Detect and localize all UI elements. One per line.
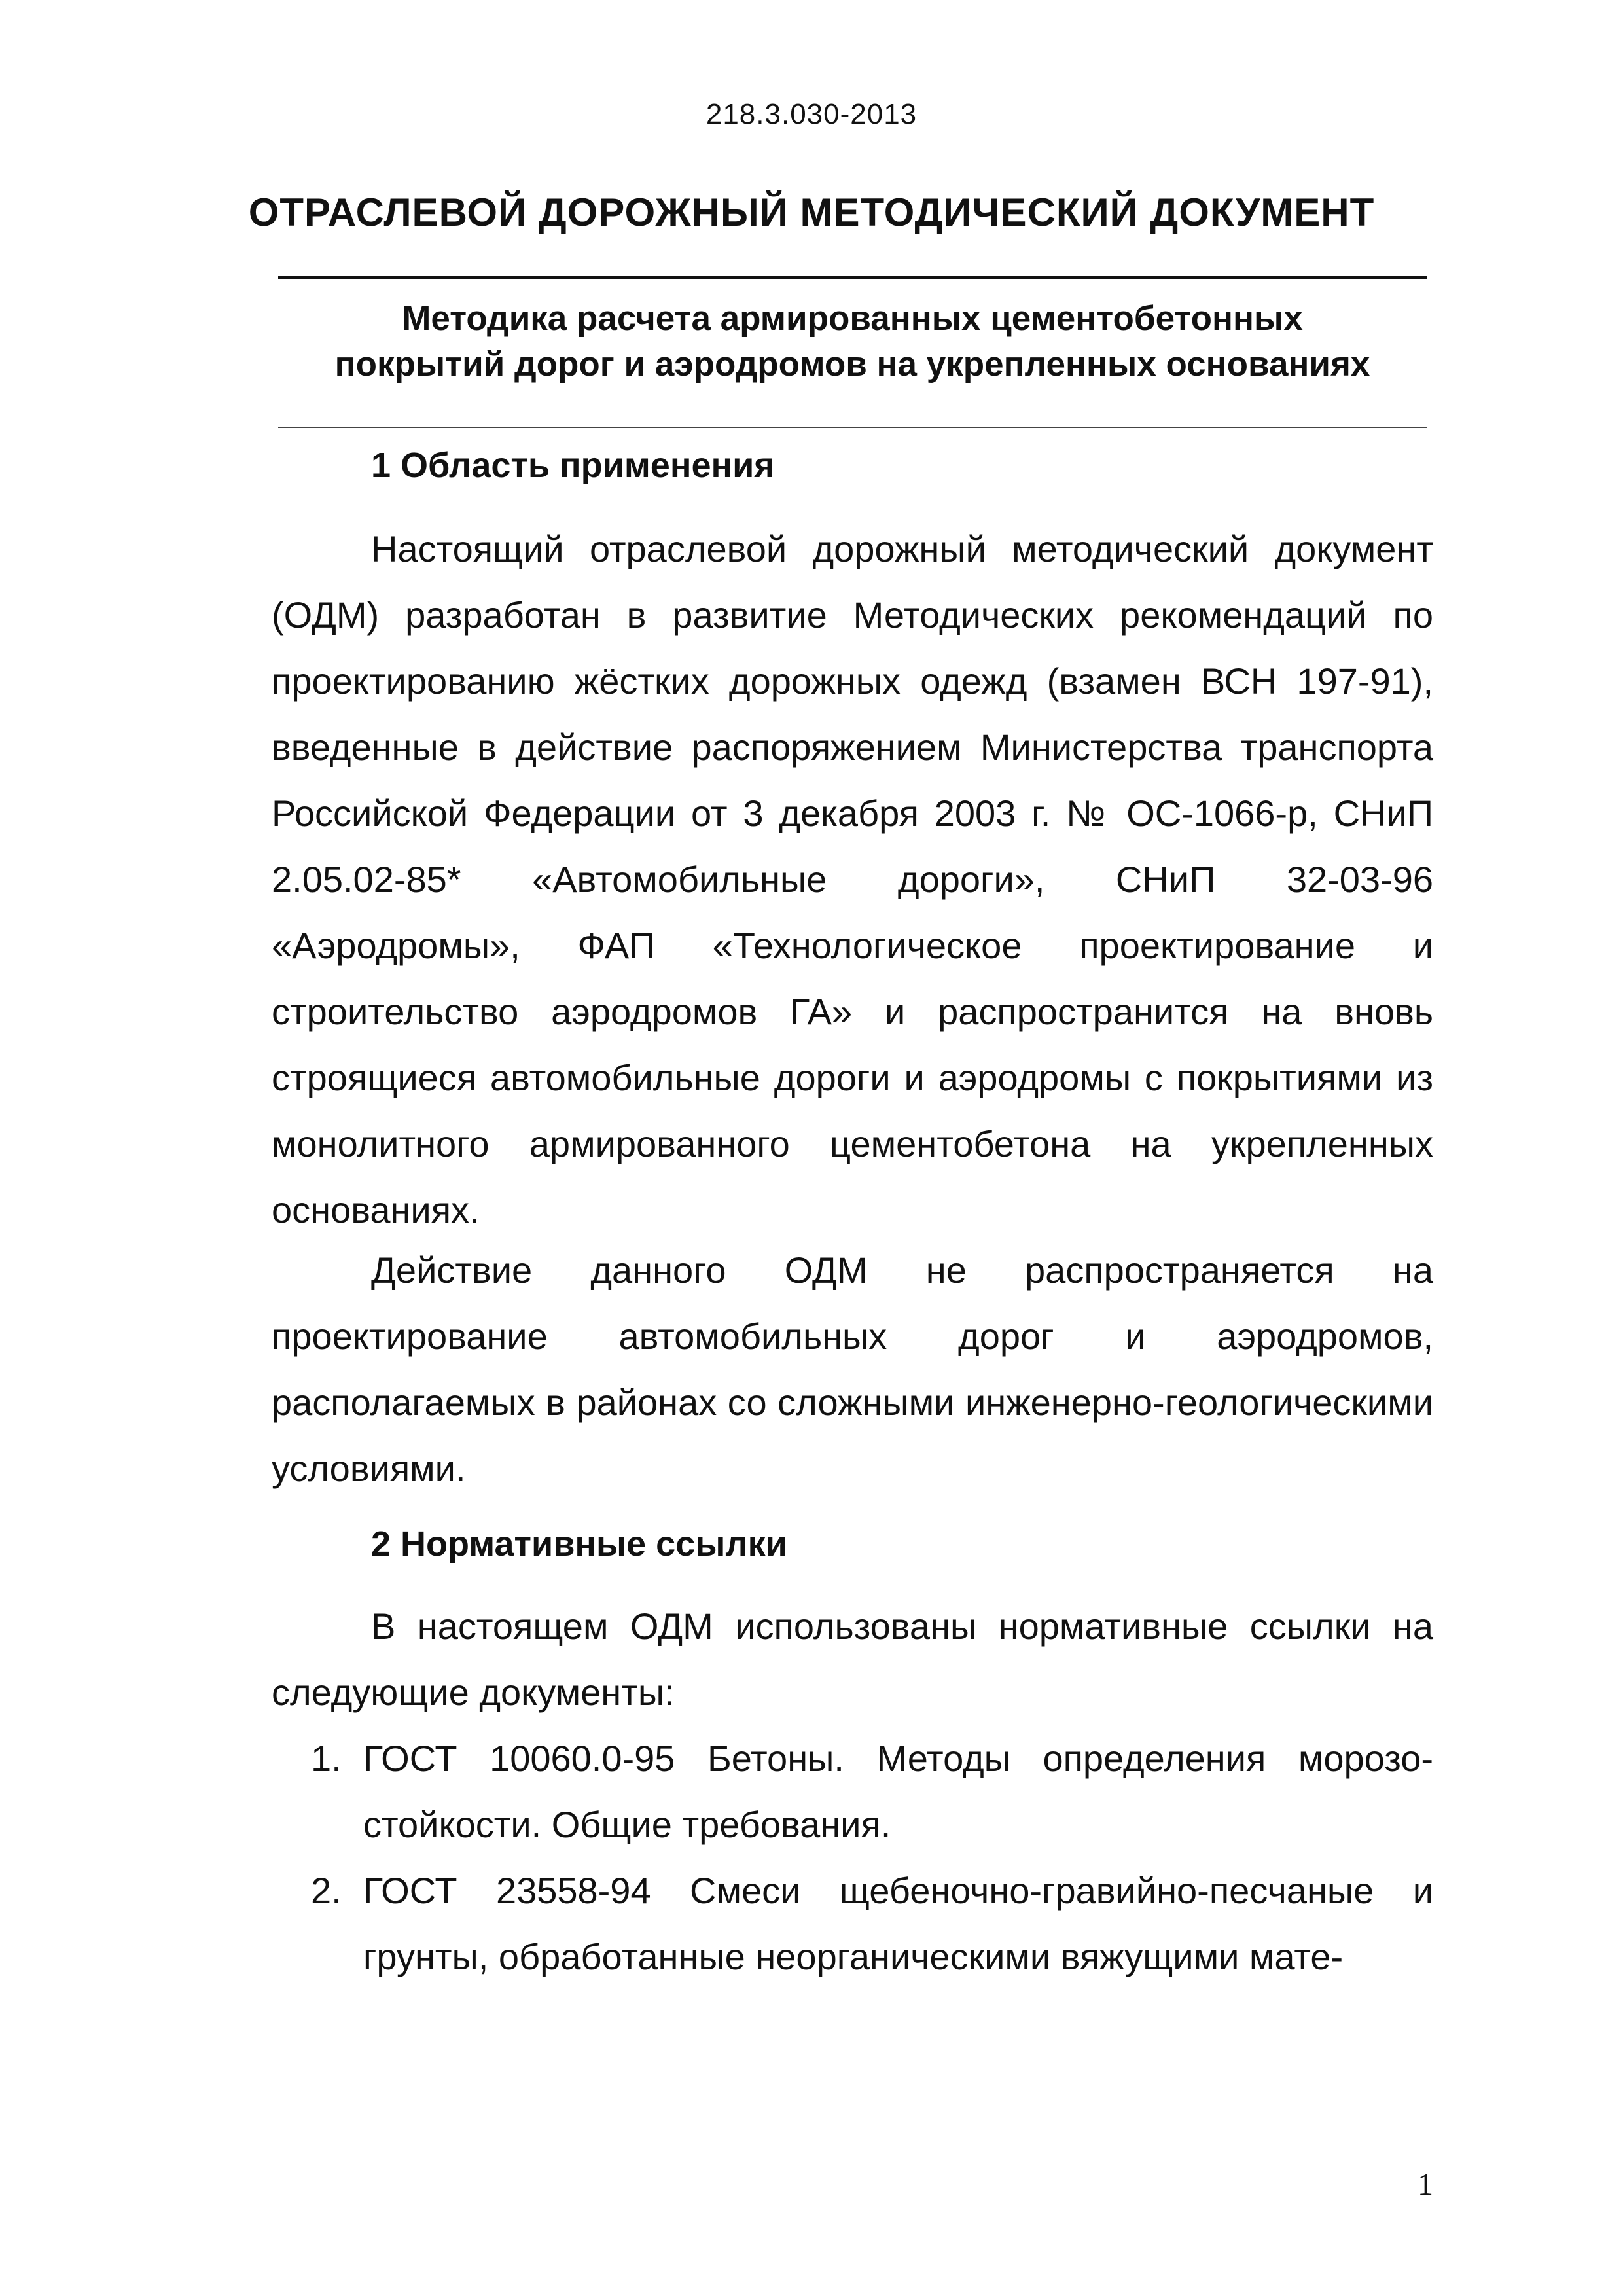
list-item-text: ГОСТ 10060.0-95 Бетоны. Методы определения морозо-стойкости. Общие требования. bbox=[363, 1738, 1433, 1845]
section-1-heading: 1 Область применения bbox=[371, 446, 775, 485]
section-1-paragraph-2: Действие данного ОДМ не распространяется на проектирование автомобильных дорог и аэродромов, располагаемых в районах со сложными инженерно-геологическими условиями. bbox=[272, 1249, 1433, 1489]
document-title-line-2: покрытий дорог и аэродромов на укрепленных основаниях bbox=[334, 345, 1370, 384]
document-code: 218.3.030-2013 bbox=[705, 98, 918, 130]
title-rule-bottom bbox=[278, 427, 1427, 428]
section-2-intro: В настоящем ОДМ использованы нормативные ссылки на следующие документы: bbox=[272, 1605, 1433, 1713]
section-1-paragraph-1: Настоящий отраслевой дорожный методический документ (ОДМ) разработан в развитие Методических рекомендаций по проектированию жёстких дорожных одежд (взамен ВСН 197-91), введенные в действие распоряжением Министерства транспорта Российской Федерации от 3 декабря 2003 г. № ОС-1066-р, СНиП 2.05.02-85* «Автомобильные дороги», СНиП 32-03-96 «Аэродромы», ФАП «Технологическое проектирование и строительство аэродромов ГА» и распространится на вновь строящиеся автомобильные дороги и аэродромы с покрытиями из монолитного армированного цементобетона на укрепленных основаниях. bbox=[272, 528, 1433, 1230]
list-item bbox=[272, 1857, 1433, 1990]
page-number: 1 bbox=[1418, 2167, 1433, 2202]
list-item-number: 2. bbox=[311, 1870, 342, 1911]
list-item-number: 1. bbox=[311, 1738, 342, 1779]
list-item-text: ГОСТ 23558-94 Смеси щебеночно-гравийно-песчаные и грунты, обработанные неорганическими вяжущими мате- bbox=[363, 1870, 1433, 1977]
document-type-heading: ОТРАСЛЕВОЙ ДОРОЖНЫЙ МЕТОДИЧЕСКИЙ ДОКУМЕНТ bbox=[248, 190, 1375, 234]
list-item bbox=[272, 1725, 1433, 1857]
document-title-line-1: Методика расчета армированных цементобетонных bbox=[402, 299, 1303, 338]
references-list bbox=[272, 1725, 1433, 1990]
document-title bbox=[278, 296, 1427, 387]
section-2-heading: 2 Нормативные ссылки bbox=[371, 1524, 787, 1564]
title-rule-top bbox=[278, 276, 1427, 279]
